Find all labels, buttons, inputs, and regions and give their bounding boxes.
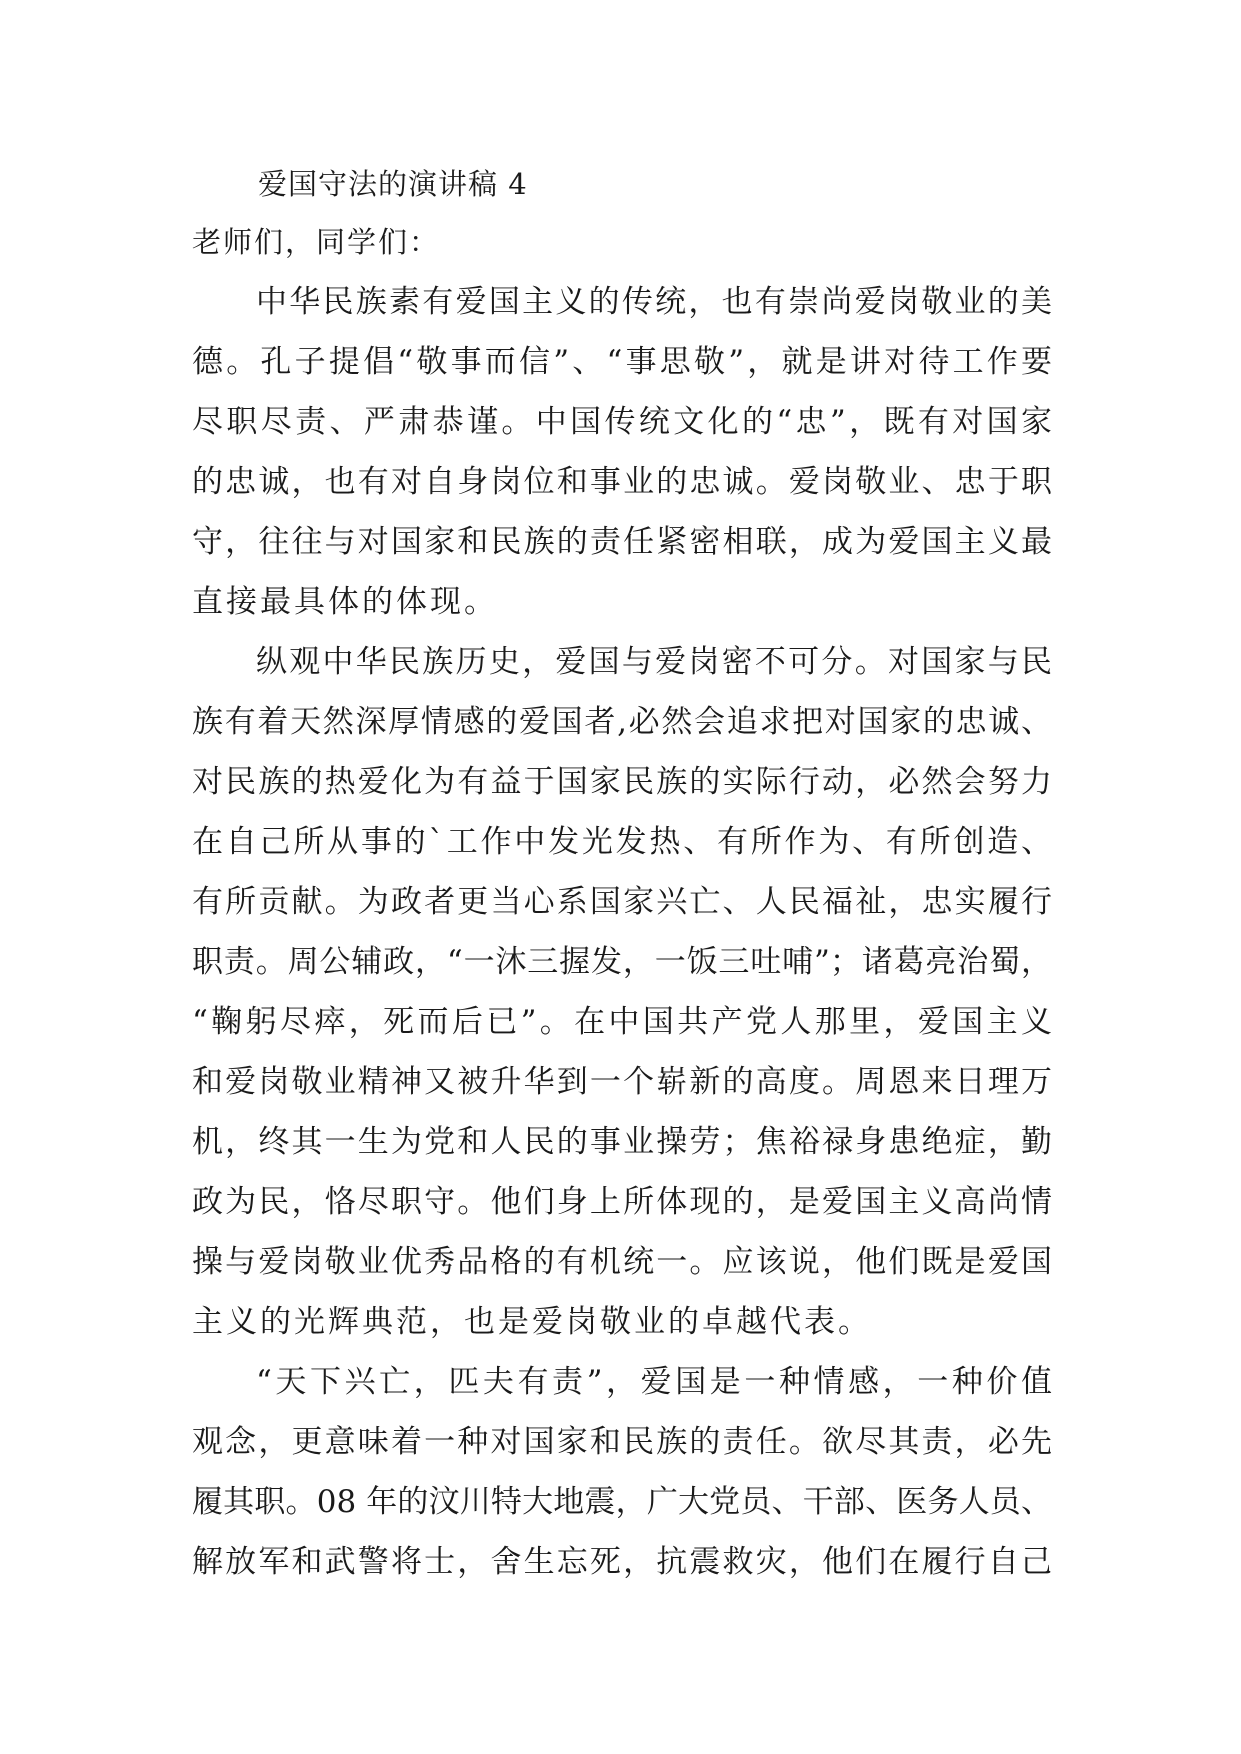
text-line: 德。孔子提倡“敬事而信”、“事思敬”，就是讲对待工作要 bbox=[192, 344, 1052, 380]
document-title: 爱国守法的演讲稿 4 bbox=[258, 167, 528, 201]
paragraph-1 bbox=[192, 272, 1052, 632]
text-line: 族有着天然深厚情感的爱国者,必然会追求把对国家的忠诚、 bbox=[192, 704, 1052, 740]
text-line: 和爱岗敬业精神又被升华到一个崭新的高度。周恩来日理万 bbox=[192, 1064, 1052, 1100]
document-body bbox=[192, 272, 1052, 1592]
text-line: 纵观中华民族历史，爱国与爱岗密不可分。对国家与民 bbox=[256, 644, 1052, 680]
text-line: 中华民族素有爱国主义的传统，也有崇尚爱岗敬业的美 bbox=[256, 284, 1052, 320]
paragraph-3 bbox=[192, 1352, 1052, 1592]
text-line: 解放军和武警将士，舍生忘死，抗震救灾，他们在履行自己 bbox=[192, 1544, 1052, 1580]
text-line: 操与爱岗敬业优秀品格的有机统一。应该说，他们既是爱国 bbox=[192, 1244, 1052, 1280]
paragraph-2 bbox=[192, 632, 1052, 1352]
text-line: 的忠诚，也有对自身岗位和事业的忠诚。爱岗敬业、忠于职 bbox=[192, 464, 1052, 500]
text-line: 主义的光辉典范，也是爱岗敬业的卓越代表。 bbox=[192, 1304, 872, 1340]
text-line: 对民族的热爱化为有益于国家民族的实际行动，必然会努力 bbox=[192, 764, 1052, 800]
text-line: 机，终其一生为党和人民的事业操劳；焦裕禄身患绝症，勤 bbox=[192, 1124, 1052, 1160]
text-line: 履其职。08 年的汶川特大地震，广大党员、干部、医务人员、 bbox=[192, 1484, 1052, 1520]
text-line: 职责。周公辅政，“一沐三握发，一饭三吐哺”；诸葛亮治蜀， bbox=[192, 944, 1052, 980]
text-line: 在自己所从事的`工作中发光发热、有所作为、有所创造、 bbox=[192, 824, 1052, 860]
greeting: 老师们，同学们： bbox=[192, 225, 441, 259]
text-line: 直接最具体的体现。 bbox=[192, 584, 498, 620]
text-line: 观念，更意味着一种对国家和民族的责任。欲尽其责，必先 bbox=[192, 1424, 1052, 1460]
text-line: 尽职尽责、严肃恭谨。中国传统文化的“忠”，既有对国家 bbox=[192, 404, 1052, 440]
text-line: 政为民，恪尽职守。他们身上所体现的，是爱国主义高尚情 bbox=[192, 1184, 1052, 1220]
text-line: “鞠躬尽瘁，死而后已”。在中国共产党人那里，爱国主义 bbox=[192, 1004, 1052, 1040]
text-line: 有所贡献。为政者更当心系国家兴亡、人民福祉，忠实履行 bbox=[192, 884, 1052, 920]
text-line: 守，往往与对国家和民族的责任紧密相联，成为爱国主义最 bbox=[192, 524, 1052, 560]
text-line: “天下兴亡，匹夫有责”，爱国是一种情感，一种价值 bbox=[256, 1364, 1052, 1400]
